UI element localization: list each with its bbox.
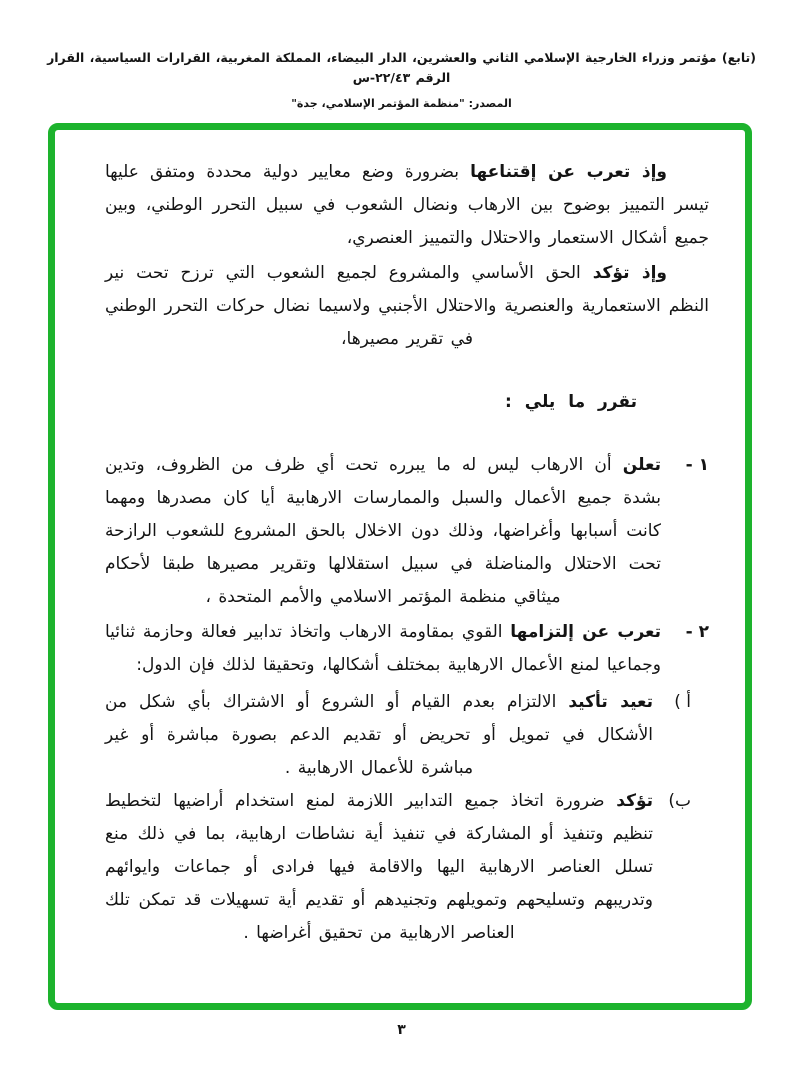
decision-heading: تقرر ما يلي : — [505, 392, 637, 412]
subitem-body-text: ضرورة اتخاذ جميع التدابير اللازمة لمنع استخدام أراضيها لتخطيط تنظيم وتنفيذ أو المشاركة في تنفيذ أية نشاطات ارهابية، بما في ذلك منع تسلل العناصر الارهابية اليها والاقامة فيها فرادى أو جماعات وايوائهم وتدريبهم وتسليحهم وتمويلهم وتجنيدهم أو تقديم أية تسهيلات قد تمكن تلك العناصر الارهابية من تحقيق أغراضها . — [105, 791, 653, 943]
list-item-2 — [105, 616, 709, 682]
subitem-marker: أ ) — [674, 692, 691, 712]
item-number: ١ - — [685, 455, 709, 475]
item-text — [105, 449, 661, 614]
paragraph-text: بضرورة وضع معايير دولية محددة ومتفق عليها تيسر التمييز بوضوح بين الارهاب ونضال الشعوب في سبيل التحرر الوطني، وبين جميع أشكال الاستعمار والاحتلال والتمييز العنصري، — [105, 162, 709, 248]
subitem-list — [105, 686, 691, 950]
subitem-marker: ب) — [668, 791, 691, 811]
document-header — [40, 48, 763, 110]
page-number: ٣ — [397, 1022, 406, 1038]
header-citation: (تابع) مؤتمر وزراء الخارجية الإسلامي الثاني والعشرين، الدار البيضاء، المملكة المغربية، القرارات السياسية، القرار الرقم ٢٢/٤٣-س — [47, 50, 756, 85]
subitem-text — [105, 686, 653, 785]
green-frame — [48, 123, 752, 1010]
item-body-text: القوي بمقاومة الارهاب واتخاذ تدابير فعالة وحازمة ثنائيا وجماعيا لمنع الأعمال الارهابية بمختلف أشكالها، وتحقيقا لذلك فإن الدول: — [105, 622, 661, 675]
subitem-body-text: الالتزام بعدم القيام أو الشروع أو الاشتراك بأي شكل من الأشكال في تمويل أو تحريض أو تقديم الدعم بصورة مباشرة أو غير مباشرة للأعمال الارهابية . — [105, 692, 653, 778]
document-body — [55, 130, 745, 1003]
header-source: المصدر: "منظمة المؤتمر الإسلامي، جدة" — [291, 97, 512, 110]
list-item-1 — [105, 449, 709, 614]
subitem-b — [105, 785, 691, 950]
paragraph-text: الحق الأساسي والمشروع لجميع الشعوب التي ترزح تحت نير النظم الاستعمارية والعنصرية والاحتلال الأجنبي ولاسيما نضال حركات التحرر الوطني في تقرير مصيرها، — [105, 263, 709, 349]
item-lead: تعلن — [622, 455, 662, 475]
subitem-text — [105, 785, 653, 950]
paragraph-lead: وإذ تؤكد — [592, 263, 667, 283]
subitem-lead: تؤكد — [616, 791, 653, 811]
preamble-paragraph — [105, 257, 709, 356]
item-number: ٢ - — [685, 622, 709, 642]
item-lead: تعرب عن إلتزامها — [510, 622, 662, 642]
paragraph-lead: وإذ تعرب عن إقتناعها — [470, 162, 667, 182]
item-text — [105, 616, 661, 682]
preamble-paragraph — [105, 156, 709, 255]
subitem-a — [105, 686, 691, 785]
subitem-lead: تعيد تأكيد — [568, 692, 653, 712]
item-body-text: أن الارهاب ليس له ما يبرره تحت أي ظرف من الظروف، وتدين بشدة جميع الأعمال والسبل والممارسات الارهابية أيا كان مصدرها ومهما كانت أسبابها وأغراضها، وذلك دون الاخلال بالحق المشروع للشعوب الرازحة تحت الاحتلال والمناضلة في سبيل استقلالها وتقرير مصيرها طبقا لأحكام ميثاقي منظمة المؤتمر الاسلامي والأمم المتحدة ، — [105, 455, 661, 607]
